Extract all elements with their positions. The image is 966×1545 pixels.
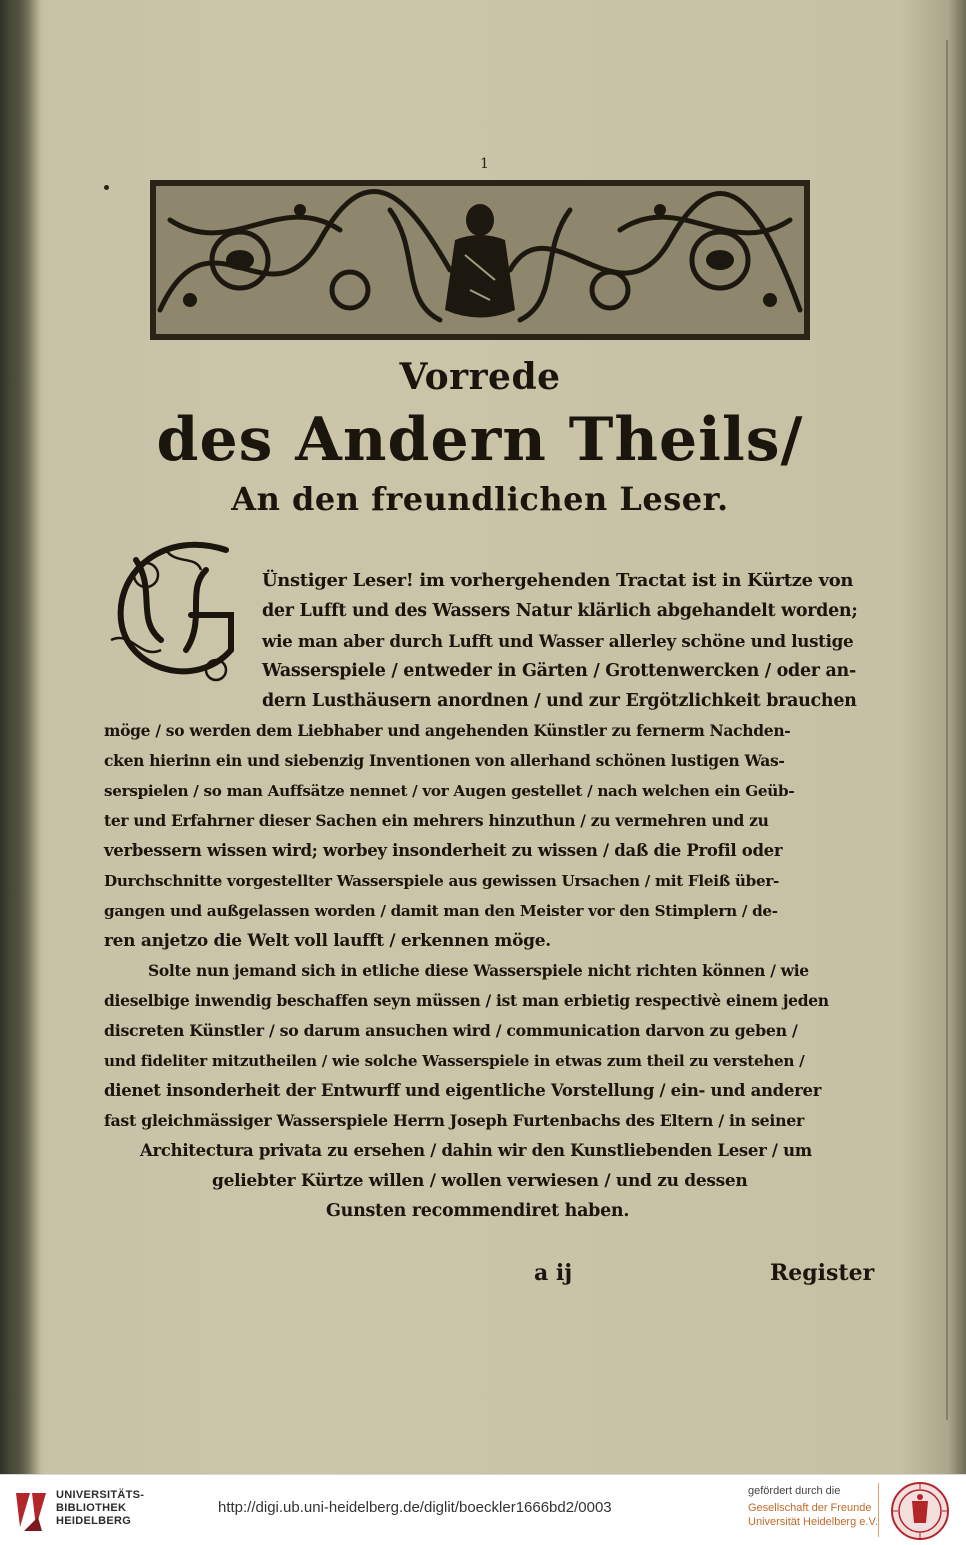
viewer-footer-bar <box>0 1474 966 1545</box>
body-line-1: Ünstiger Leser! im vorhergehenden Tractat ist in Kürtze von <box>262 570 854 591</box>
woodcut-headpiece-ornament <box>150 180 810 340</box>
book-gutter <box>0 0 40 1474</box>
signature-mark: a ij <box>534 1260 573 1286</box>
sponsor-name-line2: Universität Heidelberg e.V. <box>748 1516 878 1528</box>
sponsor-name-line1: Gesellschaft der Freunde <box>748 1502 872 1514</box>
sponsor-label: gefördert durch die <box>748 1485 841 1497</box>
library-name-line3: HEIDELBERG <box>56 1515 132 1527</box>
library-name-line1: UNIVERSITÄTS- <box>56 1489 145 1501</box>
body-line-5: dern Lusthäusern anordnen / und zur Ergötzlichkeit brauchen <box>262 691 857 711</box>
body-line-9: ter und Erfahrner dieser Sachen ein mehrers hinzuthun / zu vermehren und zu <box>104 811 769 830</box>
sponsor-name[interactable] <box>748 1501 878 1529</box>
body-line-13: ren anjetzo die Welt voll laufft / erkennen möge. <box>104 931 551 951</box>
heading-an-den-leser: An den freundlichen Leser. <box>231 480 729 518</box>
body-line-7: cken hierinn ein und siebenzig Inventionen von allerhand schönen lustigen Was- <box>104 751 785 770</box>
body-line-17: und fideliter mitzutheilen / wie solche Wasserspiele in etwas zum theil zu verstehen / <box>104 1052 805 1070</box>
body-line-4: Wasserspiele / entweder in Gärten / Grottenwercken / oder an- <box>262 661 856 681</box>
university-library-name <box>56 1489 144 1528</box>
body-line-12: gangen und außgelassen worden / damit man den Meister vor den Stimplern / de- <box>104 902 778 920</box>
university-seal-icon[interactable] <box>890 1481 950 1541</box>
catchword: Register <box>770 1260 875 1286</box>
body-line-10: verbessern wissen wird; worbey insonderheit zu wissen / daß die Profil oder <box>104 841 783 860</box>
ornamental-drop-capital-g <box>106 530 256 690</box>
body-line-11: Durchschnitte vorgestellter Wasserspiele aus gewissen Ursachen / mit Fleiß über- <box>104 872 780 890</box>
university-library-logo-icon[interactable] <box>12 1487 50 1533</box>
heading-vorrede: Vorrede <box>399 356 561 398</box>
library-name-line2: BIBLIOTHEK <box>56 1502 127 1514</box>
body-line-22: Gunsten recommendiret haben. <box>326 1201 630 1221</box>
body-line-18: dienet insonderheit der Entwurff und eigentliche Vorstellung / ein- und anderer <box>104 1081 822 1100</box>
body-line-2: der Lufft und des Wassers Natur klärlich abgehandelt worden; <box>262 601 858 621</box>
body-line-21: geliebter Kürtze willen / wollen verwiesen / und zu dessen <box>212 1171 748 1191</box>
body-line-8: serspielen / so man Auffsätze nennet / vor Augen gestellet / nach welchen ein Geüb- <box>104 782 795 800</box>
body-line-14: Solte nun jemand sich in etliche diese Wasserspiele nicht richten können / wie <box>148 961 809 980</box>
body-line-3: wie man aber durch Lufft und Wasser allerley schöne und lustige <box>262 631 854 651</box>
heading-andern-theils: des Andern Theils/ <box>156 405 804 475</box>
permalink-url[interactable]: http://digi.ub.uni-heidelberg.de/diglit/boeckler1666bd2/0003 <box>218 1499 612 1516</box>
ink-dot <box>104 185 109 190</box>
body-line-6: möge / so werden dem Liebhaber und angehenden Künstler zu fernerm Nachden- <box>104 721 791 740</box>
body-line-16: discreten Künstler / so darum ansuchen wird / communication darvon zu geben / <box>104 1021 798 1040</box>
body-line-15: dieselbige inwendig beschaffen seyn müssen / ist man erbietig respectivè einem jeden <box>104 991 829 1010</box>
body-line-19: fast gleichmässiger Wasserspiele Herrn Joseph Furtenbachs des Eltern / in seiner <box>104 1111 805 1130</box>
body-line-20: Architectura privata zu ersehen / dahin wir den Kunstliebenden Leser / um <box>140 1141 812 1160</box>
page-edge <box>946 40 948 1420</box>
footer-divider <box>878 1483 879 1537</box>
folio-number: 1 <box>480 156 489 172</box>
